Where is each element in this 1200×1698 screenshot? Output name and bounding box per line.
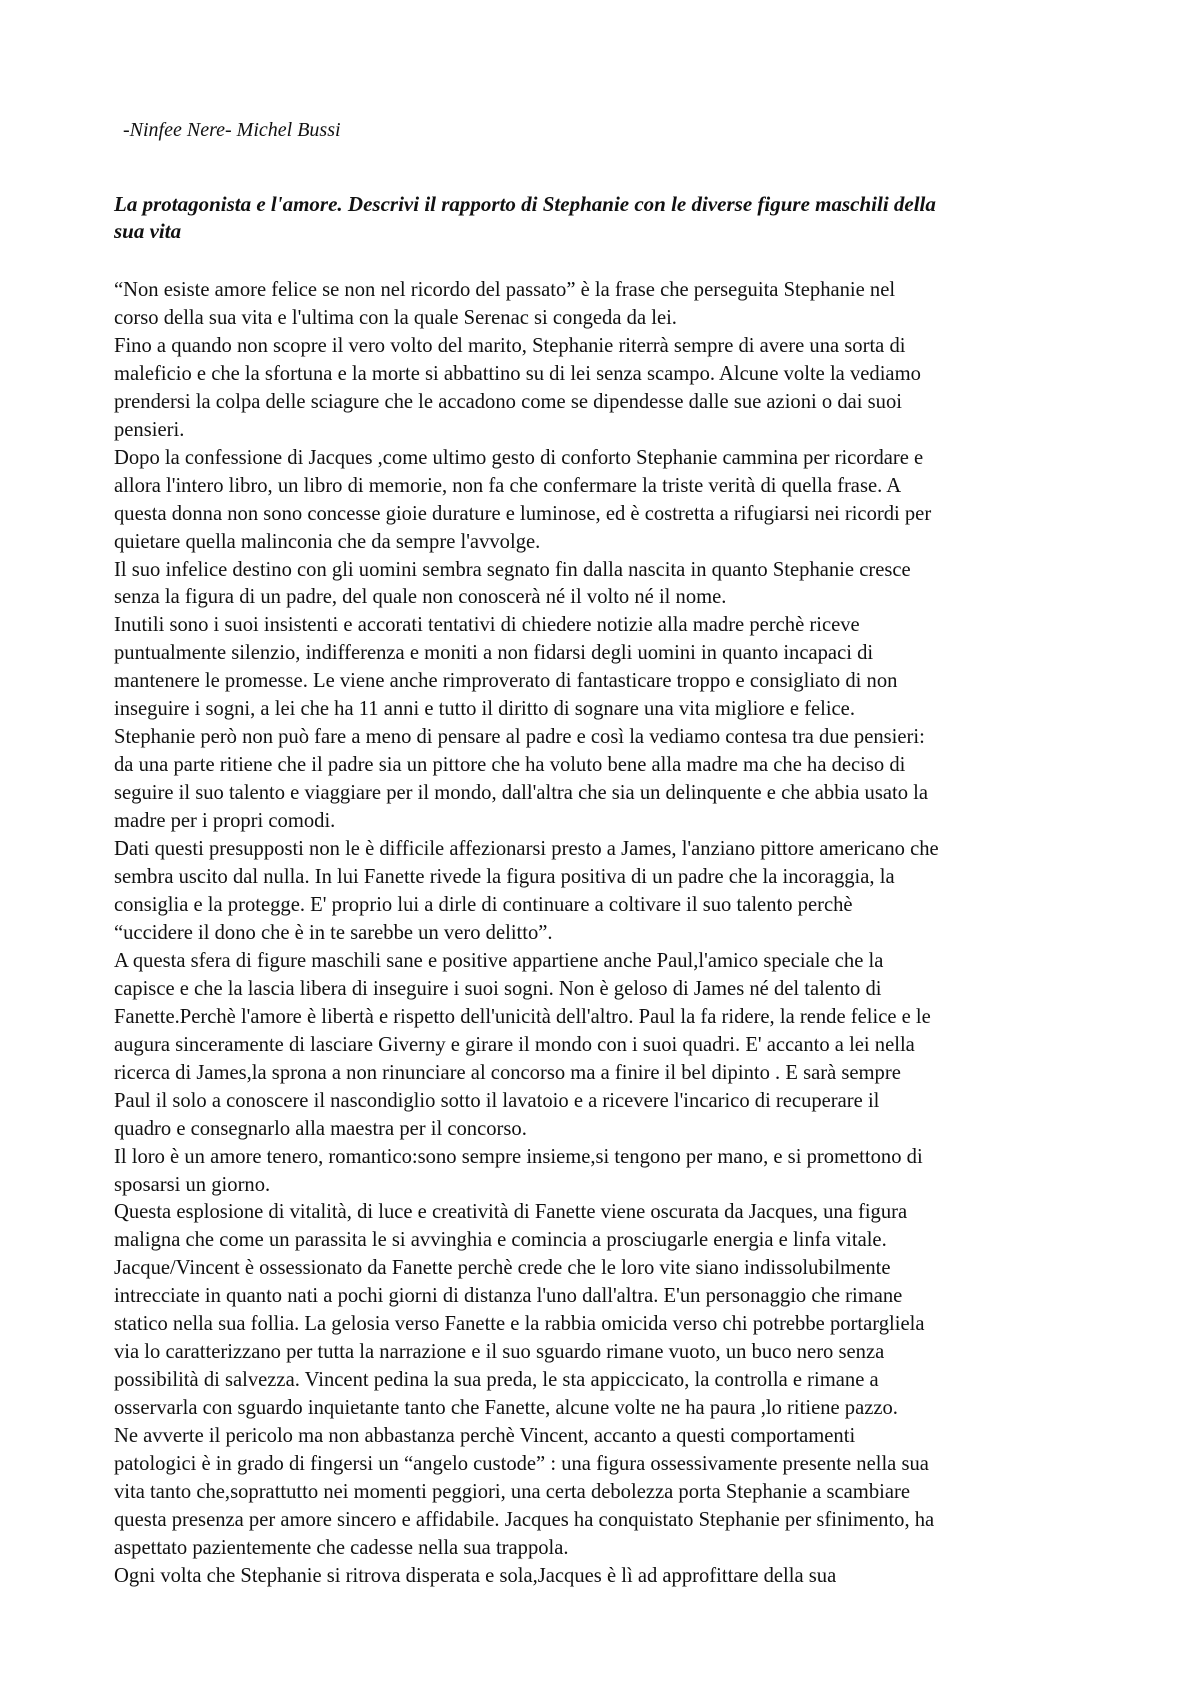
body-text-line: pensieri. bbox=[114, 418, 185, 441]
body-text-line: Il suo infelice destino con gli uomini sembra segnato fin dalla nascita in quanto Stephanie cresce bbox=[114, 558, 911, 581]
body-text-line: quietare quella malinconia che da sempre l'avvolge. bbox=[114, 530, 541, 553]
body-text-line: senza la figura di un padre, del quale non conoscerà né il volto né il nome. bbox=[114, 586, 727, 609]
body-text-line: maleficio e che la sfortuna e la morte si abbattino su di lei senza scampo. Alcune volte la vediamo bbox=[114, 362, 921, 385]
body-text-line: Paul il solo a conoscere il nascondiglio sotto il lavatoio e a ricevere l'incarico di recuperare il bbox=[114, 1089, 880, 1112]
body-text-line: vita tanto che,soprattutto nei momenti peggiori, una certa debolezza porta Stephanie a scambiare bbox=[114, 1480, 910, 1503]
body-text-line: puntualmente silenzio, indifferenza e moniti a non fidarsi degli uomini in quanto incapaci di bbox=[114, 642, 874, 665]
body-text-line: augura sinceramente di lasciare Giverny e girare il mondo con i suoi quadri. E' accanto a lei nella bbox=[114, 1033, 915, 1056]
body-text-line: Stephanie però non può fare a meno di pensare al padre e così la vediamo contesa tra due pensieri: bbox=[114, 726, 925, 749]
essay-body bbox=[114, 277, 1104, 1591]
body-text-line: statico nella sua follia. La gelosia verso Fanette e la rabbia omicida verso chi potrebbe portargliela bbox=[114, 1313, 925, 1336]
body-text-line: “uccidere il dono che è in te sarebbe un vero delitto”. bbox=[114, 921, 553, 944]
body-text-line: Fino a quando non scopre il vero volto del marito, Stephanie riterrà sempre di avere una sorta di bbox=[114, 334, 906, 357]
body-text-line: quadro e consegnarlo alla maestra per il concorso. bbox=[114, 1117, 527, 1140]
body-text-line: osservarla con sguardo inquietante tanto che Fanette, alcune volte ne ha paura ,lo ritiene pazzo. bbox=[114, 1397, 898, 1420]
source-line: -Ninfee Nere- Michel Bussi bbox=[123, 119, 341, 141]
body-text-line: allora l'intero libro, un libro di memorie, non fa che confermare la triste verità di quella frase. A bbox=[114, 474, 902, 497]
body-text-line: Ogni volta che Stephanie si ritrova disperata e sola,Jacques è lì ad approfittare della sua bbox=[114, 1564, 837, 1587]
body-text-line: mantenere le promesse. Le viene anche rimproverato di fantasticare troppo e consigliato di non bbox=[114, 670, 898, 693]
body-text-line: seguire il suo talento e viaggiare per il mondo, dall'altra che sia un delinquente e che abbia usato la bbox=[114, 782, 929, 805]
body-text-line: Questa esplosione di vitalità, di luce e creatività di Fanette viene oscurata da Jacques, una figura bbox=[114, 1201, 908, 1224]
title-line: La protagonista e l'amore. Descrivi il rapporto di Stephanie con le diverse figure maschili della bbox=[114, 192, 936, 216]
body-text-line: prendersi la colpa delle sciagure che le accadono come se dipendesse dalle sue azioni o dai suoi bbox=[114, 390, 902, 413]
body-text-line: maligna che come un parassita le si avvinghia e comincia a prosciugarle energia e linfa vitale. bbox=[114, 1229, 887, 1252]
body-text-line: Il loro è un amore tenero, romantico:sono sempre insieme,si tengono per mano, e si promettono di bbox=[114, 1145, 923, 1168]
body-text-line: questa donna non sono concesse gioie durature e luminose, ed è costretta a rifugiarsi nei ricordi per bbox=[114, 502, 932, 525]
title-line: sua vita bbox=[114, 219, 182, 243]
body-text-line: Dopo la confessione di Jacques ,come ultimo gesto di conforto Stephanie cammina per ricordare e bbox=[114, 446, 924, 469]
essay-title bbox=[114, 191, 1104, 245]
body-text-line: da una parte ritiene che il padre sia un pittore che ha voluto bene alla madre ma che ha deciso di bbox=[114, 754, 906, 777]
body-text-line: corso della sua vita e l'ultima con la quale Serenac si congeda da lei. bbox=[114, 306, 677, 329]
body-text-line: “Non esiste amore felice se non nel ricordo del passato” è la frase che perseguita Stephanie nel bbox=[114, 279, 896, 301]
body-text-line: A questa sfera di figure maschili sane e positive appartiene anche Paul,l'amico speciale che la bbox=[114, 949, 884, 972]
body-text-line: Fanette.Perchè l'amore è libertà e rispetto dell'unicità dell'altro. Paul la fa ridere, la rende felice e le bbox=[114, 1005, 931, 1028]
body-text-line: possibilità di salvezza. Vincent pedina la sua preda, le sta appiccicato, la controlla e rimane a bbox=[114, 1369, 879, 1392]
body-text-line: consiglia e la protegge. E' proprio lui a dirle di continuare a coltivare il suo talento perchè bbox=[114, 893, 853, 916]
body-text-line: capisce e che la lascia libera di inseguire i suoi sogni. Non è geloso di James né del talento di bbox=[114, 977, 882, 1000]
body-text-line: Dati questi presupposti non le è difficile affezionarsi presto a James, l'anziano pittore americano che bbox=[114, 838, 939, 861]
body-text-line: sposarsi un giorno. bbox=[114, 1173, 271, 1196]
body-text-line: sembra uscito dal nulla. In lui Fanette rivede la figura positiva di un padre che la incoraggia, la bbox=[114, 866, 895, 889]
body-text-line: aspettato pazientemente che cadesse nella sua trappola. bbox=[114, 1536, 569, 1559]
body-text-line: Inutili sono i suoi insistenti e accorati tentativi di chiedere notizie alla madre perchè riceve bbox=[114, 614, 860, 637]
body-text-line: intrecciate in quanto nati a pochi giorni di distanza l'uno dall'altra. E'un personaggio che rimane bbox=[114, 1285, 903, 1308]
body-text-line: madre per i propri comodi. bbox=[114, 810, 336, 833]
body-text-line: Ne avverte il pericolo ma non abbastanza perchè Vincent, accanto a questi comportamenti bbox=[114, 1425, 856, 1448]
body-text-line: questa presenza per amore sincero e affidabile. Jacques ha conquistato Stephanie per sfinimento, ha bbox=[114, 1508, 935, 1531]
body-text-line: ricerca di James,la sprona a non rinunciare al concorso ma a finire il bel dipinto . E sarà sempre bbox=[114, 1061, 901, 1084]
body-text-line: inseguire i sogni, a lei che ha 11 anni e tutto il diritto di sognare una vita migliore e felice. bbox=[114, 698, 855, 721]
body-text-line: Jacque/Vincent è ossessionato da Fanette perchè crede che le loro vite siano indissolubilmente bbox=[114, 1257, 891, 1280]
body-text-line: patologici è in grado di fingersi un “angelo custode” : una figura ossessivamente presente nella sua bbox=[114, 1453, 929, 1476]
body-text-line: via lo caratterizzano per tutta la narrazione e il suo sguardo rimane vuoto, un buco nero senza bbox=[114, 1341, 885, 1364]
